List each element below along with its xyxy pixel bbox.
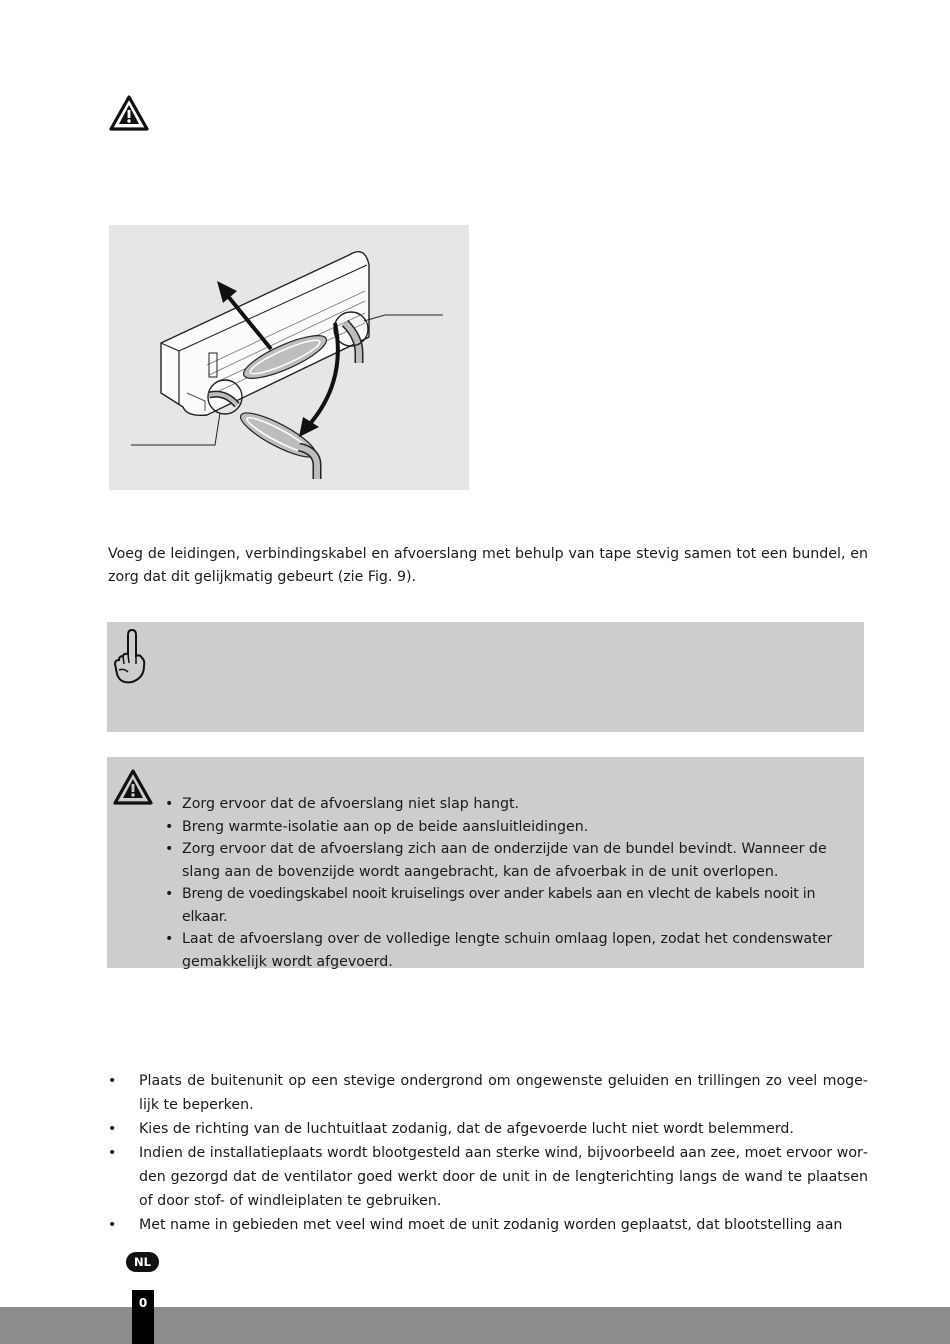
note-box bbox=[107, 622, 864, 732]
list-item: • Zorg ervoor dat de afvoerslang zich aan de onderzijde van de bundel bevindt. Wanneer de slang aan de bovenzijde wordt aangebracht, kan de afvoerbak in de unit overlopen. bbox=[165, 838, 855, 883]
list-item: • Zorg ervoor dat de afvoerslang niet slap hangt. bbox=[165, 793, 855, 816]
list-item: • Plaats de buitenunit op een stevige ondergrond om ongewenste geluiden en trillingen zo veel mogelijk te beperken. bbox=[108, 1069, 868, 1117]
language-badge: NL bbox=[126, 1252, 159, 1272]
list-item: • Breng de voedingskabel nooit kruiselings over ander kabels aan en vlecht de kabels nooit in elkaar. bbox=[165, 883, 855, 928]
outdoor-unit-list bbox=[108, 1069, 868, 1237]
bundle-instruction-paragraph: Voeg de leidingen, verbindingskabel en afvoerslang met behulp van tape stevig samen tot een bundel, en zorg dat dit gelijkmatig gebeurt (zie Fig. 9). bbox=[108, 546, 868, 585]
caution-list bbox=[165, 793, 855, 973]
page-number-tab bbox=[132, 1290, 154, 1344]
warning-triangle-icon bbox=[108, 94, 150, 132]
list-item: • Kies de richting van de luchtuitlaat zodanig, dat de afgevoerde lucht niet wordt belemmerd. bbox=[108, 1117, 868, 1141]
indoor-unit-illustration bbox=[109, 225, 469, 490]
pointing-hand-icon bbox=[110, 626, 150, 686]
list-item: • Met name in gebieden met veel wind moet de unit zodanig worden geplaatst, dat blootstelling aan bbox=[108, 1213, 868, 1237]
installation-figure bbox=[109, 225, 469, 490]
warning-triangle-icon bbox=[112, 768, 154, 806]
list-item: • Laat de afvoerslang over de volledige lengte schuin omlaag lopen, zodat het condenswater gemakkelijk wordt afgevoerd. bbox=[165, 928, 855, 973]
list-item: • Indien de installatieplaats wordt blootgesteld aan sterke wind, bijvoorbeeld aan zee, moet ervoor worden gezorgd dat de ventilator goed werkt door de unit in de lengterichting langs de wand te plaatsen of door stof- of windleiplaten te gebruiken. bbox=[108, 1141, 868, 1213]
page-number: 0 bbox=[138, 1296, 148, 1310]
list-item: • Breng warmte-isolatie aan op de beide aansluitleidingen. bbox=[165, 816, 855, 839]
